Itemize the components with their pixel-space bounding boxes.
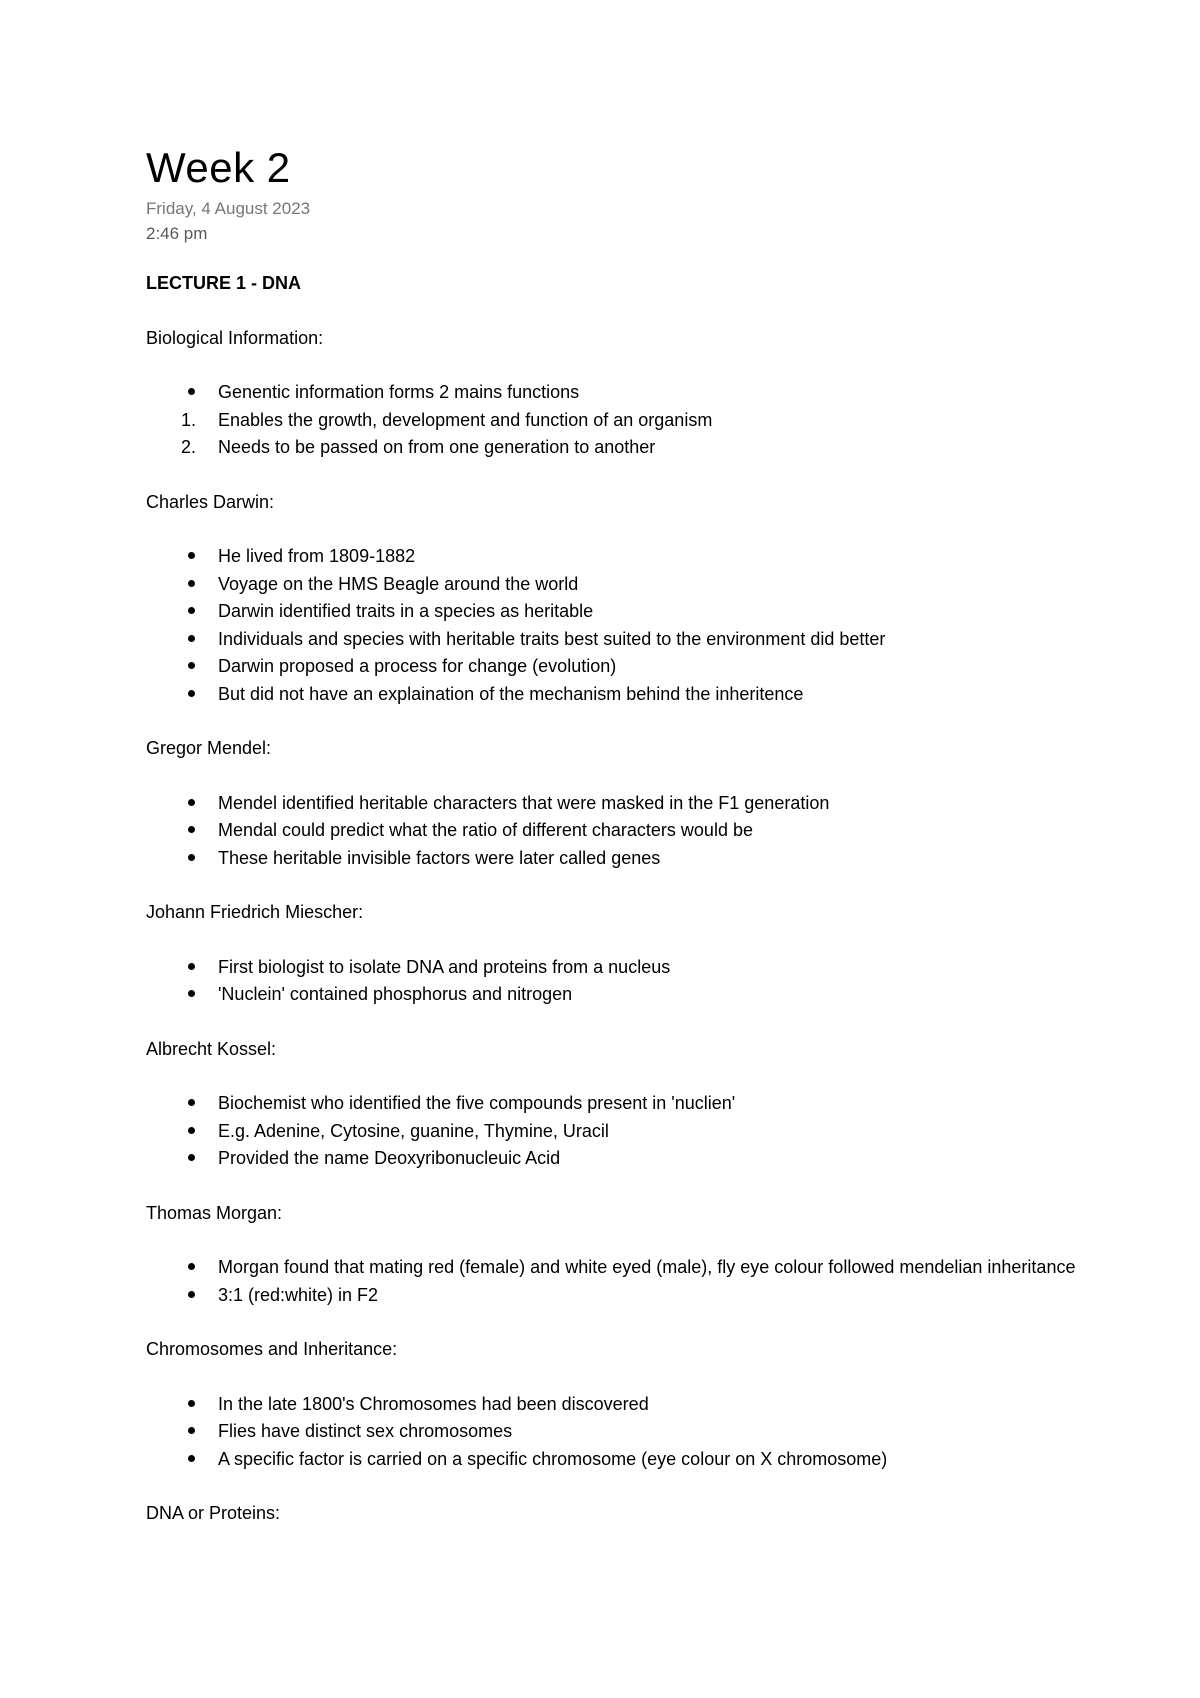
bullet-icon — [188, 826, 195, 833]
page-title: Week 2 — [146, 144, 291, 191]
bullet-icon — [188, 990, 195, 997]
list-number: 1. — [181, 409, 197, 430]
bullet-icon — [188, 662, 195, 669]
list-item-text: Voyage on the HMS Beagle around the world — [218, 573, 579, 594]
bullet-icon — [188, 1291, 195, 1298]
list-item-text: A specific factor is carried on a specific chromosome (eye colour on X chromosome) — [218, 1448, 888, 1469]
list-item — [146, 1282, 1126, 1310]
bullet-icon — [188, 1400, 195, 1407]
section-heading: Thomas Morgan: — [146, 1202, 283, 1223]
section-heading: DNA or Proteins: — [146, 1503, 281, 1523]
list-item — [146, 817, 1126, 845]
list-item-text: These heritable invisible factors were later called genes — [218, 847, 661, 868]
list-item — [146, 1391, 1126, 1419]
list-item — [146, 571, 1126, 599]
bullet-icon — [188, 1263, 195, 1270]
list-item — [146, 845, 1126, 873]
section — [146, 1336, 1126, 1473]
list-item — [146, 981, 1126, 1009]
list-number: 2. — [181, 437, 197, 457]
section-list — [146, 379, 1126, 462]
section — [146, 1500, 1126, 1528]
section — [146, 489, 1126, 709]
bullet-icon — [188, 580, 195, 587]
list-item-text: He lived from 1809-1882 — [218, 546, 416, 566]
bullet-icon — [188, 963, 195, 970]
list-item-text: First biologist to isolate DNA and proteins from a nucleus — [218, 956, 671, 977]
bullet-icon — [188, 1099, 195, 1106]
list-item-text: 'Nuclein' contained phosphorus and nitrogen — [218, 984, 573, 1004]
sections-container — [146, 325, 1126, 1528]
bullet-icon — [188, 388, 195, 395]
list-item-text: But did not have an explaination of the mechanism behind the inheritence — [218, 683, 804, 704]
list-item — [146, 1254, 1126, 1282]
list-item-text: Darwin proposed a process for change (evolution) — [218, 656, 617, 676]
section-heading: Charles Darwin: — [146, 491, 275, 512]
list-item — [146, 954, 1126, 982]
list-item-text: Individuals and species with heritable traits best suited to the environment did better — [218, 628, 886, 649]
list-item — [146, 1090, 1126, 1118]
section — [146, 1200, 1126, 1310]
bullet-icon — [188, 1427, 195, 1434]
note-time: 2:46 pm — [146, 224, 208, 243]
section — [146, 1036, 1126, 1173]
list-item-text: Needs to be passed on from one generation to another — [218, 437, 656, 457]
list-item-text: Mendel identified heritable characters that were masked in the F1 generation — [218, 792, 830, 813]
bullet-icon — [188, 1154, 195, 1161]
list-item — [146, 598, 1126, 626]
note-body — [146, 270, 1126, 1528]
section-list — [146, 954, 1126, 1009]
list-item-text: Enables the growth, development and function of an organism — [218, 409, 713, 430]
list-item — [146, 1118, 1126, 1146]
list-item-text: Morgan found that mating red (female) and white eyed (male), fly eye colour followed mendelian inheritance — [218, 1257, 1076, 1277]
list-item — [146, 1418, 1126, 1446]
bullet-icon — [188, 854, 195, 861]
section-heading: Chromosomes and Inheritance: — [146, 1339, 398, 1359]
list-item — [146, 379, 1126, 407]
list-item-text: Mendal could predict what the ratio of different characters would be — [218, 820, 753, 840]
bullet-icon — [188, 607, 195, 614]
list-item — [146, 1446, 1126, 1474]
section — [146, 899, 1126, 1009]
section-heading: Biological Information: — [146, 327, 324, 348]
section-heading: Gregor Mendel: — [146, 738, 272, 758]
list-item-text: 3:1 (red:white) in F2 — [218, 1284, 379, 1305]
lecture-heading: LECTURE 1 - DNA — [146, 273, 302, 293]
list-item-text: Flies have distinct sex chromosomes — [218, 1421, 513, 1441]
list-item-text: Provided the name Deoxyribonucleuic Acid — [218, 1148, 561, 1168]
list-item-text: Darwin identified traits in a species as heritable — [218, 601, 594, 621]
list-item-text: In the late 1800's Chromosomes had been discovered — [218, 1393, 649, 1414]
section — [146, 325, 1126, 462]
bullet-icon — [188, 690, 195, 697]
list-item — [146, 653, 1126, 681]
list-item-text: E.g. Adenine, Cytosine, guanine, Thymine, Uracil — [218, 1120, 609, 1141]
list-item — [146, 407, 1126, 435]
note-date: Friday, 4 August 2023 — [146, 199, 311, 218]
section-list — [146, 790, 1126, 873]
list-item — [146, 543, 1126, 571]
list-item — [146, 1145, 1126, 1173]
section-heading: Johann Friedrich Miescher: — [146, 902, 364, 922]
section-list — [146, 1254, 1126, 1309]
bullet-icon — [188, 635, 195, 642]
list-item-text: Biochemist who identified the five compounds present in 'nuclien' — [218, 1093, 736, 1113]
note-page — [146, 140, 1126, 1528]
list-item-text: Genentic information forms 2 mains functions — [218, 382, 580, 402]
bullet-icon — [188, 552, 195, 559]
section-list — [146, 1391, 1126, 1474]
list-item — [146, 681, 1126, 709]
section-heading: Albrecht Kossel: — [146, 1038, 277, 1059]
section — [146, 735, 1126, 872]
section-list — [146, 1090, 1126, 1173]
list-item — [146, 790, 1126, 818]
list-item — [146, 434, 1126, 462]
section-list — [146, 543, 1126, 708]
list-item — [146, 626, 1126, 654]
bullet-icon — [188, 1455, 195, 1462]
bullet-icon — [188, 1127, 195, 1134]
bullet-icon — [188, 799, 195, 806]
